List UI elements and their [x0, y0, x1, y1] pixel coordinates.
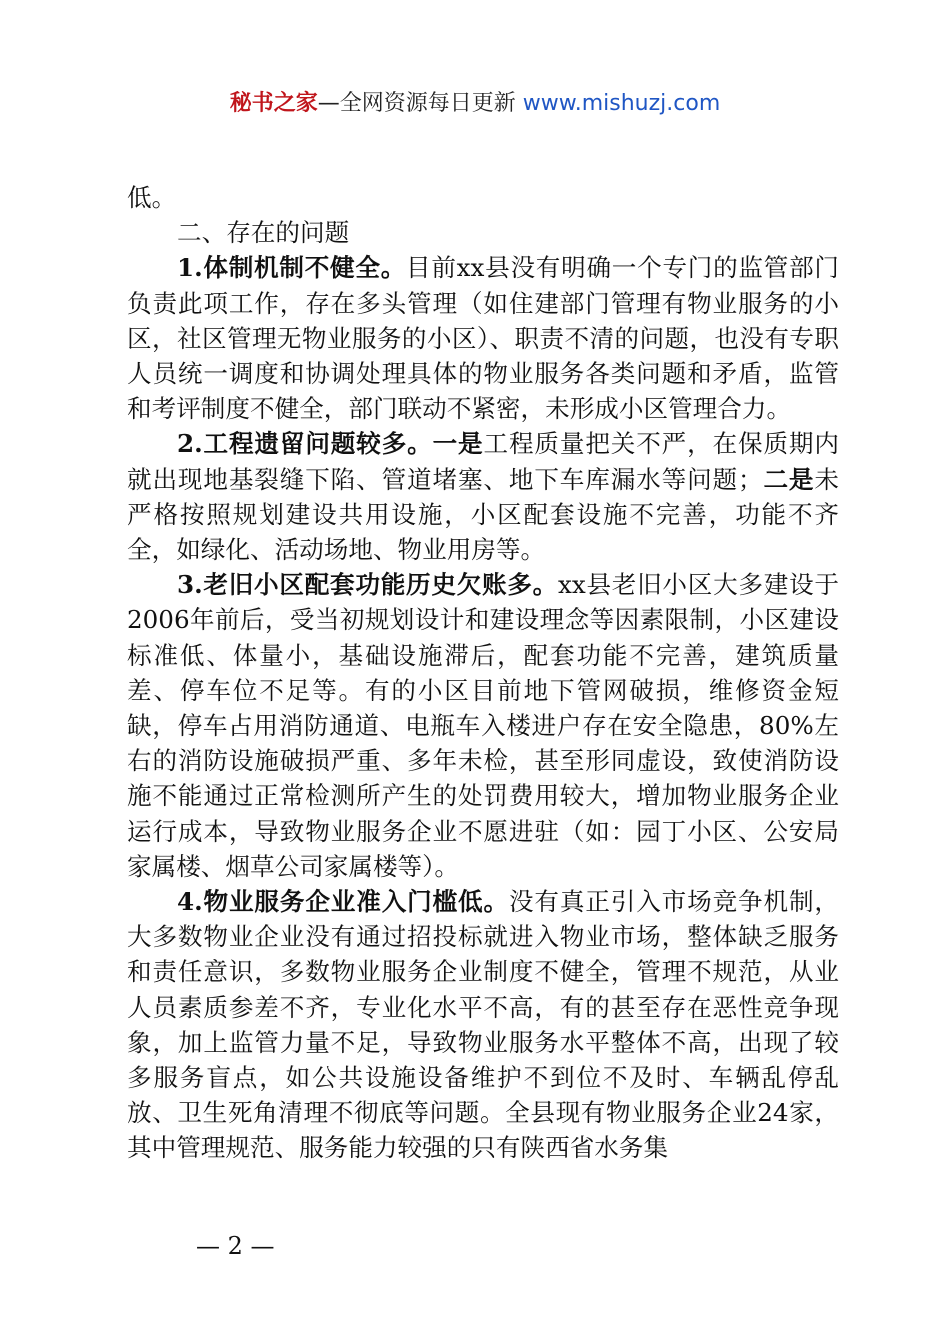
section-heading: 二、存在的问题 — [177, 218, 350, 248]
paragraph-4 — [127, 884, 839, 1166]
site-watermark-header — [0, 88, 950, 120]
page-number: — 2 — — [196, 1232, 275, 1260]
paragraph-2-point-1-marker: 一是 — [432, 429, 484, 459]
paragraph-2-point-1-text: 工程质量把关不严，在保质期内就出现地基裂缝下陷、管道堵塞、地下车库漏水等问题； — [127, 429, 839, 494]
header-url-link[interactable]: www.mishuzj.com — [522, 91, 721, 116]
paragraph-2-heading: 2.工程遗留问题较多。 — [177, 429, 433, 459]
paragraph-4-heading: 4.物业服务企业准入门槛低。 — [177, 887, 509, 917]
document-body — [127, 180, 839, 1166]
paragraph-1-text: 目前xx县没有明确一个专门的监管部门负责此项工作，存在多头管理（如住建部门管理有物业服务的小区，社区管理无物业服务的小区）、职责不清的问题，也没有专职人员统一调度和协调处理具体的物业服务各类问题和矛盾，监管和考评制度不健全，部门联动不紧密，未形成小区管理合力。 — [127, 253, 839, 424]
paragraph-2 — [127, 426, 839, 567]
header-slogan: —全网资源每日更新 — [317, 91, 523, 116]
paragraph-1 — [127, 250, 839, 426]
paragraph-1-heading: 1.体制机制不健全。 — [177, 253, 407, 283]
paragraph-2-point-2-marker: 二是 — [762, 464, 815, 494]
paragraph-continuation: 低。 — [127, 183, 177, 212]
paragraph-4-text: 没有真正引入市场竞争机制，大多数物业企业没有通过招投标就进入物业市场，整体缺乏服务和责任意识，多数物业服务企业制度不健全，管理不规范，从业人员素质参差不齐，专业化水平不高，有的甚至存在恶性竞争现象，加上监管力量不足，导致物业服务水平整体不高，出现了较多服务盲点，如公共设施设备维护不到位不及时、车辆乱停乱放、卫生死角清理不彻底等问题。全县现有物业服务企业24家，其中管理规范、服务能力较强的只有陕西省水务集 — [127, 887, 839, 1163]
paragraph-3-heading: 3.老旧小区配套功能历史欠账多。 — [177, 570, 558, 600]
paragraph-2-point-2-text: 未严格按照规划建设共用设施，小区配套设施不完善，功能不齐全，如绿化、活动场地、物业用房等。 — [127, 464, 839, 565]
paragraph-3 — [127, 567, 839, 884]
brand-name: 秘书之家 — [229, 91, 318, 116]
paragraph-3-text: xx县老旧小区大多建设于2006年前后，受当初规划设计和建设理念等因素限制，小区建设标准低、体量小，基础设施滞后，配套功能不完善，建筑质量差、停车位不足等。有的小区目前地下管网破损，维修资金短缺，停车占用消防通道、电瓶车入楼进户存在安全隐患，80%左右的消防设施破损严重、多年未检，甚至形同虚设，致使消防设施不能通过正常检测所产生的处罚费用较大，增加物业服务企业运行成本，导致物业服务企业不愿进驻（如：园丁小区、公安局家属楼、烟草公司家属楼等）。 — [127, 570, 839, 881]
